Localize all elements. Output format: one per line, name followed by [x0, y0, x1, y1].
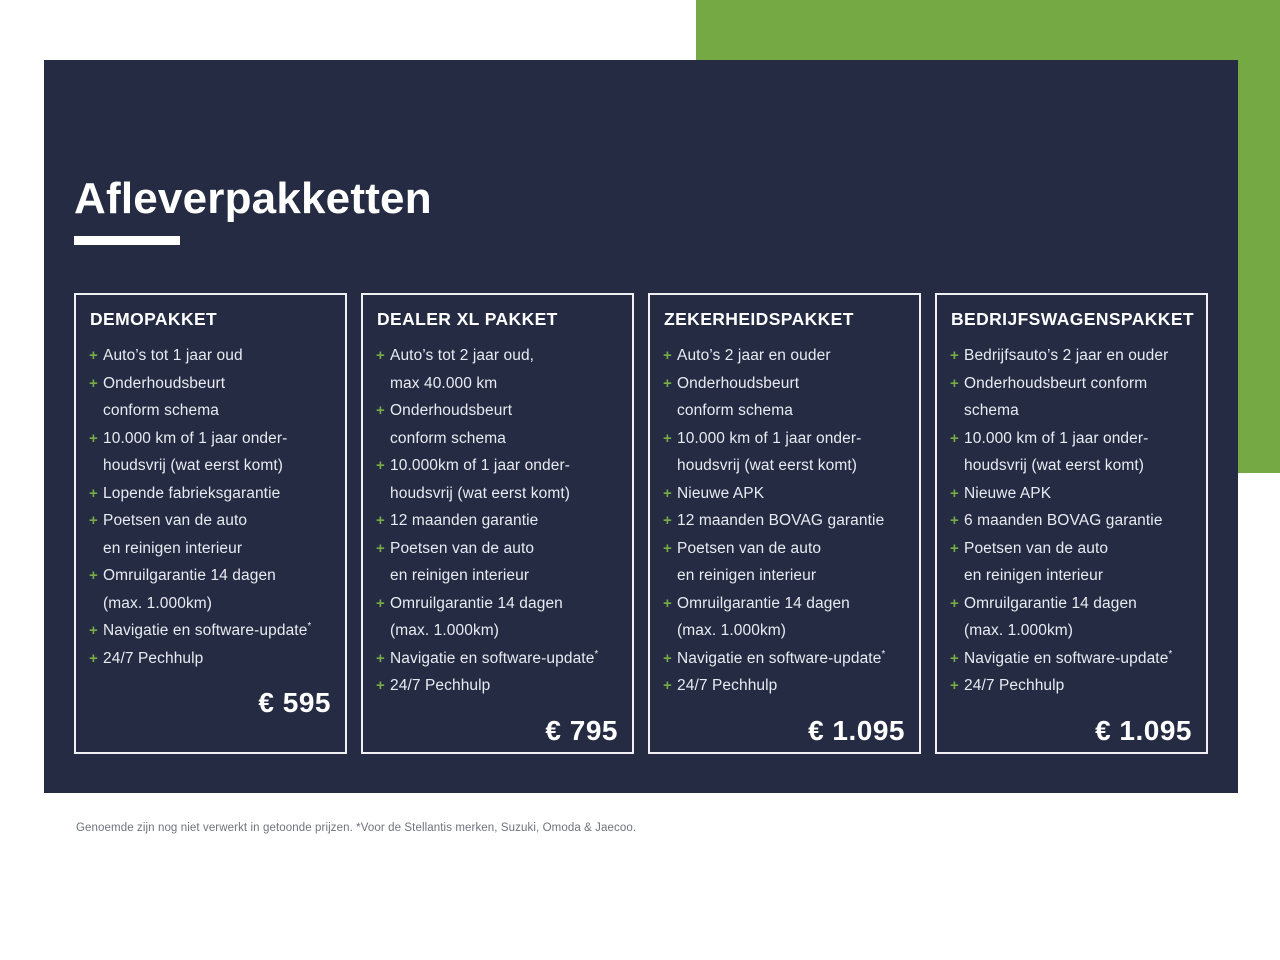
feature-line: houdsvrij (wat eerst komt) — [103, 457, 284, 474]
plus-icon: + — [89, 484, 98, 502]
plus-icon: + — [376, 402, 385, 419]
feature-line: Navigatie en software-update* — [103, 620, 312, 639]
package-feature-item — [89, 507, 331, 562]
package-feature-item — [376, 672, 618, 700]
plus-icon: + — [89, 429, 98, 447]
package-price: € 1.095 — [808, 714, 905, 746]
feature-line: Omruilgarantie 14 dagen — [390, 594, 563, 612]
packages-panel — [44, 60, 1238, 793]
feature-line: Auto’s tot 2 jaar oud, — [390, 347, 535, 364]
package-feature-item — [663, 480, 905, 508]
package-feature-item — [89, 562, 331, 617]
feature-line: en reinigen interieur — [964, 567, 1104, 584]
feature-line: 12 maanden garantie — [390, 512, 539, 529]
feature-line: 24/7 Pechhulp — [390, 677, 491, 694]
feature-line: Auto’s tot 1 jaar oud — [103, 347, 243, 364]
plus-icon: + — [950, 347, 959, 364]
feature-line: 10.000 km of 1 jaar onder- — [677, 429, 862, 447]
plus-icon: + — [376, 649, 385, 667]
package-card — [935, 293, 1208, 754]
package-card-title: BEDRIJFSWAGENSPAKKET — [951, 309, 1194, 329]
feature-line: en reinigen interieur — [390, 567, 530, 584]
package-feature-item — [663, 645, 905, 673]
feature-line: conform schema — [390, 429, 506, 447]
package-feature-item — [89, 617, 331, 645]
plus-icon: + — [376, 539, 385, 557]
package-feature-list — [89, 342, 331, 672]
plus-icon: + — [89, 512, 98, 529]
feature-line: en reinigen interieur — [103, 539, 243, 557]
package-feature-item — [376, 590, 618, 645]
package-feature-list — [950, 342, 1192, 700]
plus-icon: + — [89, 347, 98, 364]
plus-icon: + — [663, 374, 672, 392]
feature-line: 10.000 km of 1 jaar onder- — [103, 429, 288, 447]
plus-icon: + — [663, 539, 672, 557]
feature-line: (max. 1.000km) — [103, 594, 213, 612]
feature-line: 24/7 Pechhulp — [964, 677, 1065, 694]
plus-icon: + — [89, 374, 98, 392]
package-price: € 595 — [258, 687, 331, 718]
package-feature-item — [950, 535, 1192, 590]
plus-icon: + — [376, 677, 385, 694]
feature-line: Onderhoudsbeurt conform — [964, 374, 1148, 392]
package-feature-item — [950, 645, 1192, 673]
package-feature-item — [376, 452, 618, 507]
package-feature-item — [950, 507, 1192, 535]
plus-icon: + — [663, 594, 672, 612]
plus-icon: + — [663, 484, 672, 502]
plus-icon: + — [950, 512, 959, 529]
package-card — [648, 293, 921, 754]
package-feature-item — [89, 645, 331, 673]
feature-line: schema — [964, 402, 1019, 419]
package-feature-item — [663, 590, 905, 645]
page-title: Afleverpakketten — [74, 174, 432, 224]
plus-icon: + — [950, 539, 959, 557]
package-feature-item — [950, 342, 1192, 370]
feature-line: (max. 1.000km) — [964, 622, 1074, 639]
feature-line: houdsvrij (wat eerst komt) — [390, 484, 571, 502]
plus-icon: + — [950, 677, 959, 694]
package-feature-item — [663, 370, 905, 425]
feature-line: houdsvrij (wat eerst komt) — [964, 457, 1145, 474]
package-cards-row — [74, 293, 1208, 754]
package-feature-item — [950, 480, 1192, 508]
package-card — [361, 293, 634, 754]
feature-line: Onderhoudsbeurt — [390, 402, 513, 419]
feature-line: Poetsen van de auto — [103, 512, 248, 529]
package-card-title: DEMOPAKKET — [90, 309, 218, 329]
package-feature-item — [950, 370, 1192, 425]
feature-line: Auto’s 2 jaar en ouder — [677, 347, 831, 364]
package-feature-item — [89, 342, 331, 370]
package-feature-item — [376, 645, 618, 673]
package-feature-item — [950, 672, 1192, 700]
feature-line: Navigatie en software-update* — [390, 648, 599, 667]
feature-line: Navigatie en software-update* — [964, 648, 1173, 667]
package-feature-item — [376, 397, 618, 452]
plus-icon: + — [376, 457, 385, 474]
feature-line: Onderhoudsbeurt — [103, 374, 226, 392]
package-feature-item — [663, 425, 905, 480]
asterisk-superscript: * — [594, 648, 599, 660]
package-feature-item — [950, 590, 1192, 645]
package-feature-item — [663, 535, 905, 590]
plus-icon: + — [663, 429, 672, 447]
plus-icon: + — [376, 347, 385, 364]
feature-line: 24/7 Pechhulp — [677, 677, 778, 694]
plus-icon: + — [950, 649, 959, 667]
package-feature-item — [89, 480, 331, 508]
package-feature-item — [663, 672, 905, 700]
package-feature-item — [663, 507, 905, 535]
plus-icon: + — [89, 649, 98, 667]
feature-line: Nieuwe APK — [677, 484, 765, 502]
feature-line: Omruilgarantie 14 dagen — [103, 567, 276, 584]
feature-line: 10.000 km of 1 jaar onder- — [964, 429, 1149, 447]
package-feature-item — [89, 370, 331, 425]
feature-line: Onderhoudsbeurt — [677, 374, 800, 392]
package-price: € 1.095 — [1095, 714, 1192, 746]
plus-icon: + — [89, 622, 98, 639]
feature-line: conform schema — [677, 402, 793, 419]
feature-line: houdsvrij (wat eerst komt) — [677, 457, 858, 474]
footnote: Genoemde zijn nog niet verwerkt in getoonde prijzen. *Voor de Stellantis merken, Suzuki, Omoda & Jaecoo. — [76, 822, 637, 834]
feature-line: Omruilgarantie 14 dagen — [677, 594, 850, 612]
plus-icon: + — [376, 594, 385, 612]
feature-line: Omruilgarantie 14 dagen — [964, 594, 1137, 612]
package-card-title: DEALER XL PAKKET — [377, 309, 558, 329]
feature-line: Nieuwe APK — [964, 484, 1052, 502]
plus-icon: + — [663, 677, 672, 694]
package-feature-item — [376, 342, 618, 397]
plus-icon: + — [663, 649, 672, 667]
package-feature-item — [376, 507, 618, 535]
plus-icon: + — [663, 347, 672, 364]
asterisk-superscript: * — [307, 620, 312, 632]
feature-line: 10.000km of 1 jaar onder- — [390, 457, 570, 474]
feature-line: Bedrijfsauto’s 2 jaar en ouder — [964, 347, 1169, 364]
feature-line: (max. 1.000km) — [390, 622, 500, 639]
plus-icon: + — [950, 594, 959, 612]
package-feature-item — [89, 425, 331, 480]
package-feature-item — [376, 535, 618, 590]
asterisk-superscript: * — [1168, 648, 1173, 660]
feature-line: conform schema — [103, 402, 219, 419]
plus-icon: + — [950, 484, 959, 502]
plus-icon: + — [376, 512, 385, 529]
feature-line: Navigatie en software-update* — [677, 648, 886, 667]
package-card — [74, 293, 347, 754]
package-feature-item — [950, 425, 1192, 480]
feature-line: max 40.000 km — [390, 374, 498, 392]
plus-icon: + — [89, 567, 98, 584]
plus-icon: + — [950, 374, 959, 392]
feature-line: 24/7 Pechhulp — [103, 649, 204, 667]
package-card-title: ZEKERHEIDSPAKKET — [664, 309, 854, 329]
title-underline — [74, 236, 180, 245]
feature-line: 6 maanden BOVAG garantie — [964, 512, 1163, 529]
feature-line: 12 maanden BOVAG garantie — [677, 512, 885, 529]
package-feature-item — [663, 342, 905, 370]
feature-line: Poetsen van de auto — [390, 539, 535, 557]
feature-line: Poetsen van de auto — [964, 539, 1109, 557]
feature-line: Lopende fabrieksgarantie — [103, 484, 281, 502]
plus-icon: + — [950, 429, 959, 447]
package-price: € 795 — [545, 714, 618, 746]
plus-icon: + — [663, 512, 672, 529]
asterisk-superscript: * — [881, 648, 886, 660]
feature-line: (max. 1.000km) — [677, 622, 787, 639]
feature-line: Poetsen van de auto — [677, 539, 822, 557]
package-feature-list — [376, 342, 618, 700]
package-feature-list — [663, 342, 905, 700]
feature-line: en reinigen interieur — [677, 567, 817, 584]
